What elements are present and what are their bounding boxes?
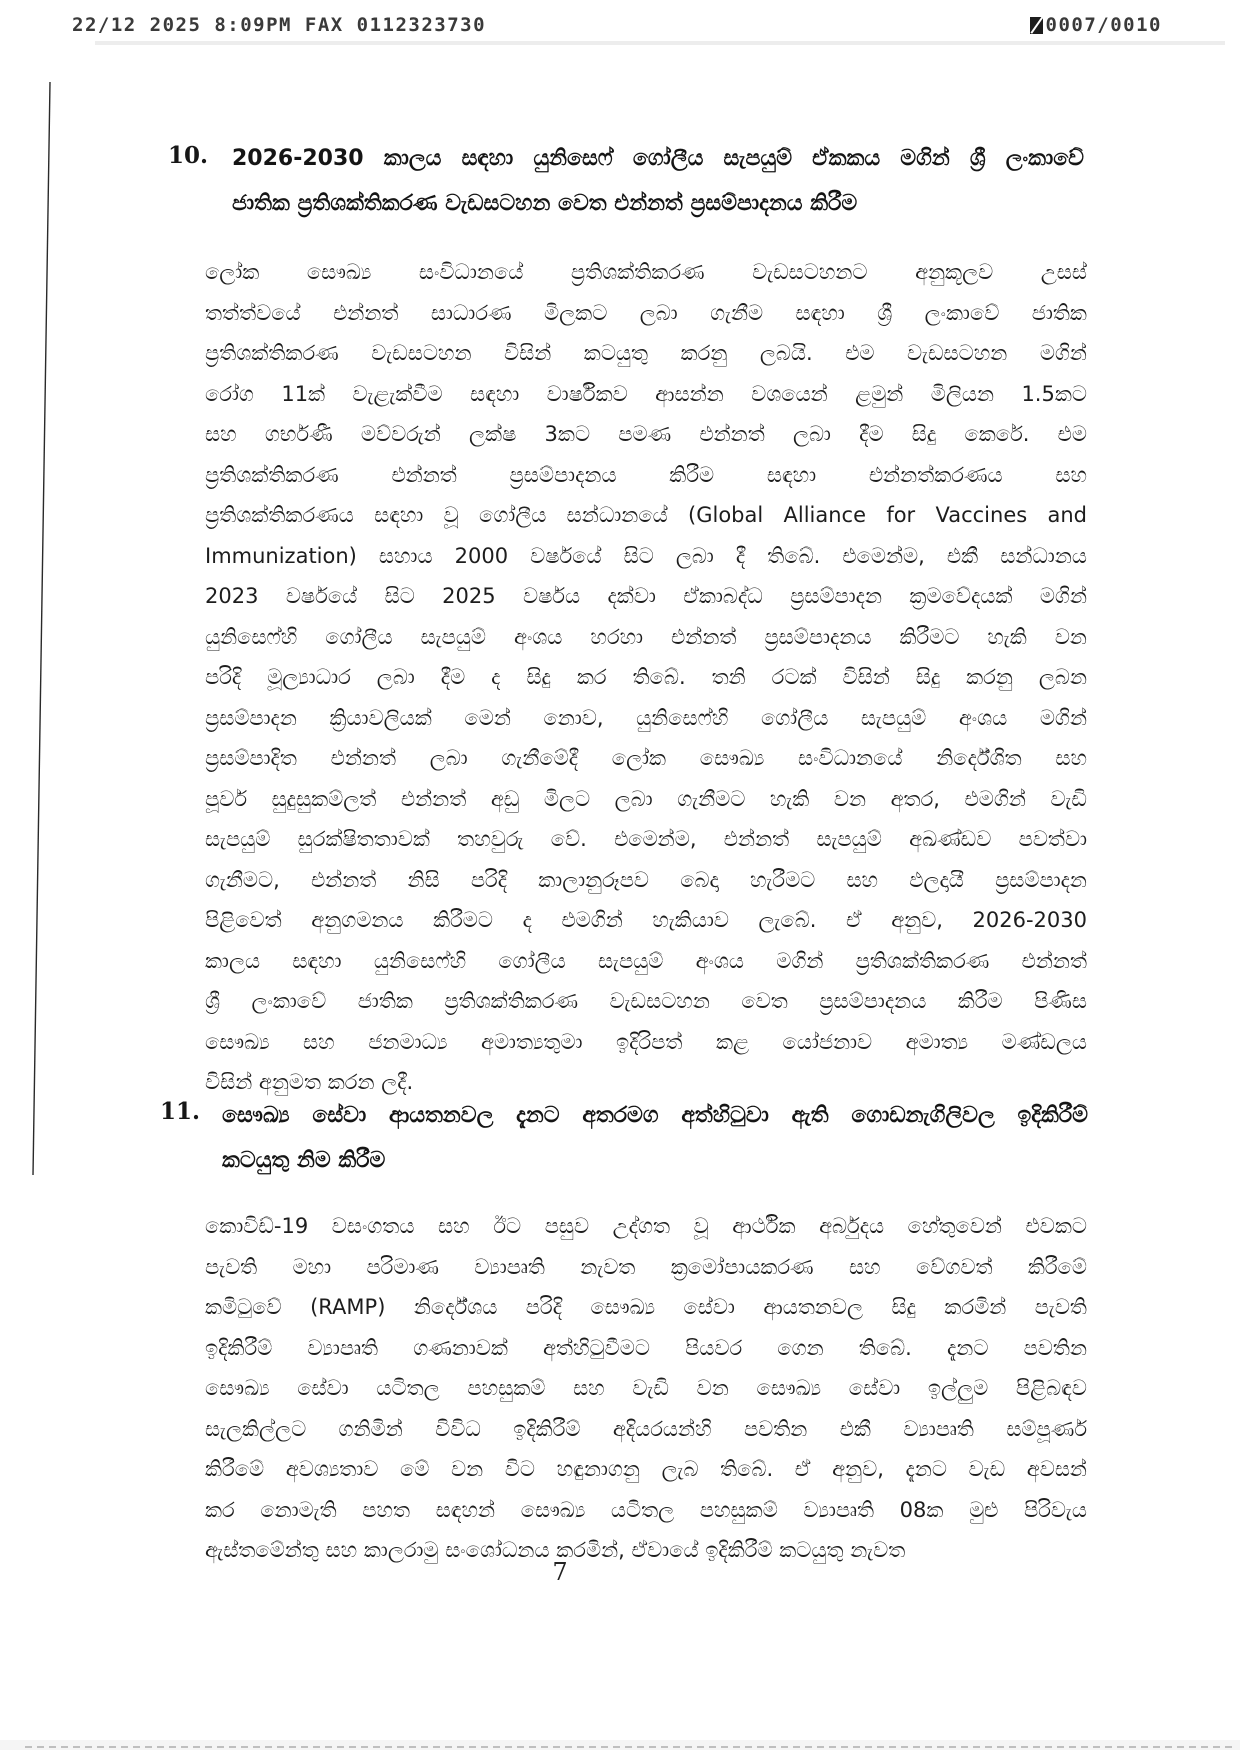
text-line: විසින් අනුමත කරන ලදී. [205, 1070, 414, 1094]
text-line: ප්‍රතිශක්තිකරණය සඳහා වූ ගෝලීය සන්ධානයේ (Global Alliance for Vaccines and [205, 503, 1087, 527]
text-line: ප්‍රසම්පාදිත එන්නත් ලබා ගැනීමේදී ලෝක සෞඛ්‍ය සංවිධානයේ නිර්දේශිත සහ [205, 746, 1087, 770]
paper-edge-line [33, 82, 50, 1175]
fax-page-icon [1030, 17, 1043, 34]
text-line: සෞඛ්‍ය සේවා ආයතනවල දැනට අතරමග අත්හිටුවා ඇති ගොඩනැගිලිවල ඉදිකිරීම් [222, 1103, 1088, 1128]
text-line: පිළිවෙත් අනුගමනය කිරීමට ද එමගින් හැකියාව ලැබේ. ඒ අනුව, 2026-2030 [205, 908, 1087, 932]
text-line: තත්ත්වයේ එන්නත් සාධාරණ මිලකට ලබා ගැනීම සඳහා ශ්‍රී ලංකාවේ ජාතික [205, 300, 1087, 325]
text-line: කිරීමේ අවශ්‍යතාව මේ වන විට හඳුනාගනු ලැබ තිබේ. ඒ අනුව, දැනට වැඩ අවසන් [205, 1457, 1087, 1481]
bottom-scan-band [0, 1740, 1240, 1750]
fax-page-counter-value: 0007/0010 [1045, 14, 1162, 36]
fax-page-counter [1030, 14, 1162, 36]
text-line: පැවති මහා පරිමාණ ව්‍යාපෘති නැවත ක්‍රමෝපායකරණ සහ වේගවත් කිරීමේ [205, 1254, 1087, 1279]
text-line: සෞඛ්‍ය සේවා යටිතල පහසුකම් සහ වැඩි වන සෞඛ්‍ය සේවා ඉල්ලුම පිළිබඳව [205, 1376, 1087, 1400]
text-line: කොවිඩ්-19 වසංගතය සහ ඊට පසුව උද්ගත වූ ආර්ථික අර්බුදය හේතුවෙන් එවකට [205, 1214, 1087, 1238]
item-10-paragraph [205, 252, 1087, 1103]
text-line: ශ්‍රී ලංකාවේ ජාතික ප්‍රතිශක්තිකරණ වැඩසටහන වෙත ප්‍රසම්පාදනය කිරීම පිණිස [205, 989, 1087, 1013]
item-10-heading [232, 136, 1084, 226]
text-line: ගැනීමට, එන්නත් නිසි පරිදි කාලානුරූපව බෙදා හැරීමට සහ ඵලදායී ප්‍රසම්පාදන [205, 867, 1087, 892]
text-line: ඇස්තමේන්තු සහ කාලරාමු සංශෝධනය කරමින්, ඒවායේ ඉදිකිරීම් කටයුතු නැවත [205, 1538, 906, 1562]
text-line: කාලය සඳහා යුනිසෙෆ්හි ගෝලීය සැපයුම් අංශය මගින් ප්‍රතිශක්තිකරණ එන්නත් [205, 948, 1087, 973]
text-line: ප්‍රසම්පාදන ක්‍රියාවලියක් මෙන් නොව, යුනිසෙෆ්හි ගෝලීය සැපයුම් අංශය මගින් [205, 705, 1087, 730]
item-11-heading [222, 1093, 1088, 1183]
item-11-paragraph [205, 1206, 1087, 1571]
text-line: පූර්ව සුදුසුකම්ලත් එන්නත් අඩු මිලට ලබා ගැනීමට හැකි වන අතර, එමගින් වැඩි [205, 786, 1087, 811]
fax-timestamp-line: 22/12 2025 8:09PM FAX 0112323730 [72, 14, 487, 36]
text-line: ජාතික ප්‍රතිශක්තිකරණ වැඩසටහන වෙත එන්නත් ප්‍රසම්පාදනය කිරීම [232, 191, 858, 216]
item-11-number: 11. [160, 1098, 201, 1125]
fax-header [0, 14, 1240, 36]
text-line: 2026-2030 කාලය සඳහා යුනිසෙෆ් ගෝලීය සැපයුම් ඒකකය මගින් ශ්‍රී ලංකාවේ [232, 146, 1084, 171]
scan-streak [95, 41, 1225, 45]
text-line: පරිදි මූල්‍යාධාර ලබා දීම ද සිදු කර තිබේ. තනි රටක් විසින් සිදු කරනු ලබන [205, 665, 1087, 689]
text-line: සහ ගර්භණී මව්වරුන් ලක්ෂ 3කට පමණ එන්නත් ලබා දීම සිදු කෙරේ. එම [205, 422, 1087, 446]
text-line: සැලකිල්ලට ගනිමින් විවිධ ඉදිකිරීම් අදියරයන්හි පවතින එකී ව්‍යාපෘති සම්පූර්ණ [205, 1416, 1087, 1441]
text-line: ප්‍රතිශක්තිකරණ වැඩසටහන විසින් කටයුතු කරනු ලබයි. එම වැඩසටහන මගින් [205, 341, 1087, 365]
text-line: කර නොමැති පහත සඳහන් සෞඛ්‍ය යටිතල පහසුකම් ව්‍යාපෘති 08ක මුළු පිරිවැය [205, 1497, 1087, 1522]
text-line: 2023 වර්ෂයේ සිට 2025 වර්ෂය දක්වා ඒකාබද්ධ ප්‍රසම්පාදන ක්‍රමවේදයක් මගින් [205, 584, 1087, 608]
item-10-number: 10. [168, 142, 209, 169]
text-line: Immunization) සහාය 2000 වර්ෂයේ සිට ලබා දී තිබේ. එමෙන්ම, එකී සන්ධානය [205, 543, 1087, 568]
text-line: කටයුතු නිම කිරීම [222, 1148, 386, 1173]
text-line: සැපයුම් සුරක්ෂිතතාවක් තහවුරු වේ. එමෙන්ම, එන්නත් සැපයුම් අඛණ්ඩව පවත්වා [205, 827, 1087, 851]
text-line: යුනිසෙෆ්හි ගෝලීය සැපයුම් අංශය හරහා එන්නත් ප්‍රසම්පාදනය කිරීමට හැකි වන [205, 624, 1087, 649]
text-line: ප්‍රතිශක්තිකරණ එන්නත් ප්‍රසම්පාදනය කිරීම සඳහා එන්නත්කරණය සහ [205, 462, 1087, 487]
page-number: 7 [552, 1558, 568, 1586]
text-line: ඉදිකිරීම් ව්‍යාපෘති ගණනාවක් අත්හිටුවීමට පියවර ගෙන තිබේ. දැනට පවතින [205, 1335, 1087, 1360]
text-line: කමිටුවේ (RAMP) නිර්දේශය පරිදි සෞඛ්‍ය සේවා ආයතනවල සිදු කරමින් පැවති [205, 1295, 1087, 1319]
text-line: ලෝක සෞඛ්‍ය සංවිධානයේ ප්‍රතිශක්තිකරණ වැඩසටහනට අනුකූලව උසස් [205, 260, 1087, 284]
text-line: රෝග 11ක් වැළැක්වීම සඳහා වාර්ෂිකව ආසන්න වශයෙන් ළමුන් මිලියන 1.5කට [205, 381, 1087, 406]
text-line: සෞඛ්‍ය සහ ජනමාධ්‍ය අමාත්‍යතුමා ඉදිරිපත් කළ යෝජනාව අමාත්‍ය මණ්ඩලය [205, 1029, 1087, 1054]
